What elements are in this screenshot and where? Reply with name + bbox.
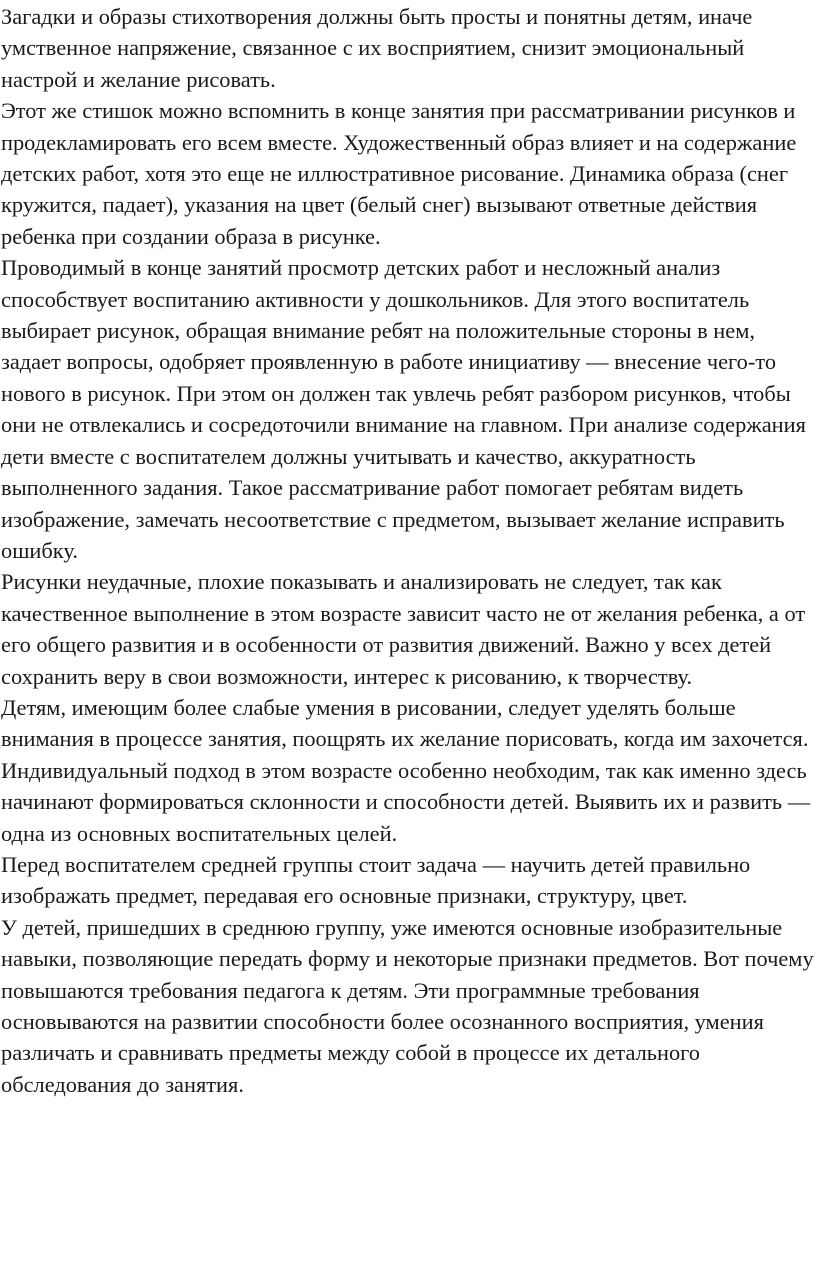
paragraph-poem-recall: Этот же стишок можно вспомнить в конце занятия при рассматривании рисунков и продекламировать его всем вместе. Художественный образ влияет и на содержание детских работ, хотя это еще не иллюстративное рисование. Динамика образа (снег кружится, падает), указания на цвет (белый снег) вызывают ответные действия ребенка при создании образа в рисунке. bbox=[1, 98, 797, 249]
paragraph-unsuccessful-drawings: Рисунки неудачные, плохие показывать и анализировать не следует, так как качественное выполнение в этом возрасте зависит часто не от желания ребенка, а от его общего развития и в особенности от развития движений. Важно у всех детей сохранить веру в свои возможности, интерес к рисованию, к творчеству. bbox=[1, 569, 806, 689]
paragraph-review-analysis: Проводимый в конце занятий просмотр детских работ и несложный анализ способствует воспитанию активности у дошкольников. Для этого воспитатель выбирает рисунок, обращая внимание ребят на положительные стороны в нем, задает вопросы, одобряет проявленную в работе инициативу — внесение чего-то нового в рисунок. При этом он должен так увлечь ребят разбором рисунков, чтобы они не отвлекались и сосредоточили внимание на главном. При анализе содержания дети вместе с воспитателем должны учитывать и качество, аккуратность выполненного задания. Такое рассматривание работ помогает ребятам видеть изображение, замечать несоответствие с предметом, вызывает желание исправить ошибку. bbox=[1, 255, 806, 563]
paragraph-weaker-skills: Детям, имеющим более слабые умения в рисовании, следует уделять больше внимания в процессе занятия, поощрять их желание порисовать, когда им захочется. bbox=[1, 694, 809, 752]
paragraph-teacher-task: Перед воспитателем средней группы стоит задача — научить детей правильно изображать предмет, передавая его основные признаки, структуру, цвет. bbox=[1, 851, 751, 909]
paragraph-middle-group-skills: У детей, пришедших в среднюю группу, уже имеются основные изобразительные навыки, позволяющие передать форму и некоторые признаки предметов. Вот почему повышаются требования педагога к детям. Эти программные требования основываются на развитии способности более осознанного восприятия, умения различать и сравнивать предметы между собой в процессе их детального обследования до занятия. bbox=[1, 914, 814, 1097]
paragraph-riddles-images: Загадки и образы стихотворения должны быть просты и понятны детям, иначе умственное напряжение, связанное с их восприятием, снизит эмоциональный настрой и желание рисовать. bbox=[1, 4, 753, 92]
paragraph-individual-approach: Индивидуальный подход в этом возрасте особенно необходим, так как именно здесь начинают формироваться склонности и способности детей. Выявить их и развить — одна из основных воспитательных целей. bbox=[1, 757, 811, 846]
